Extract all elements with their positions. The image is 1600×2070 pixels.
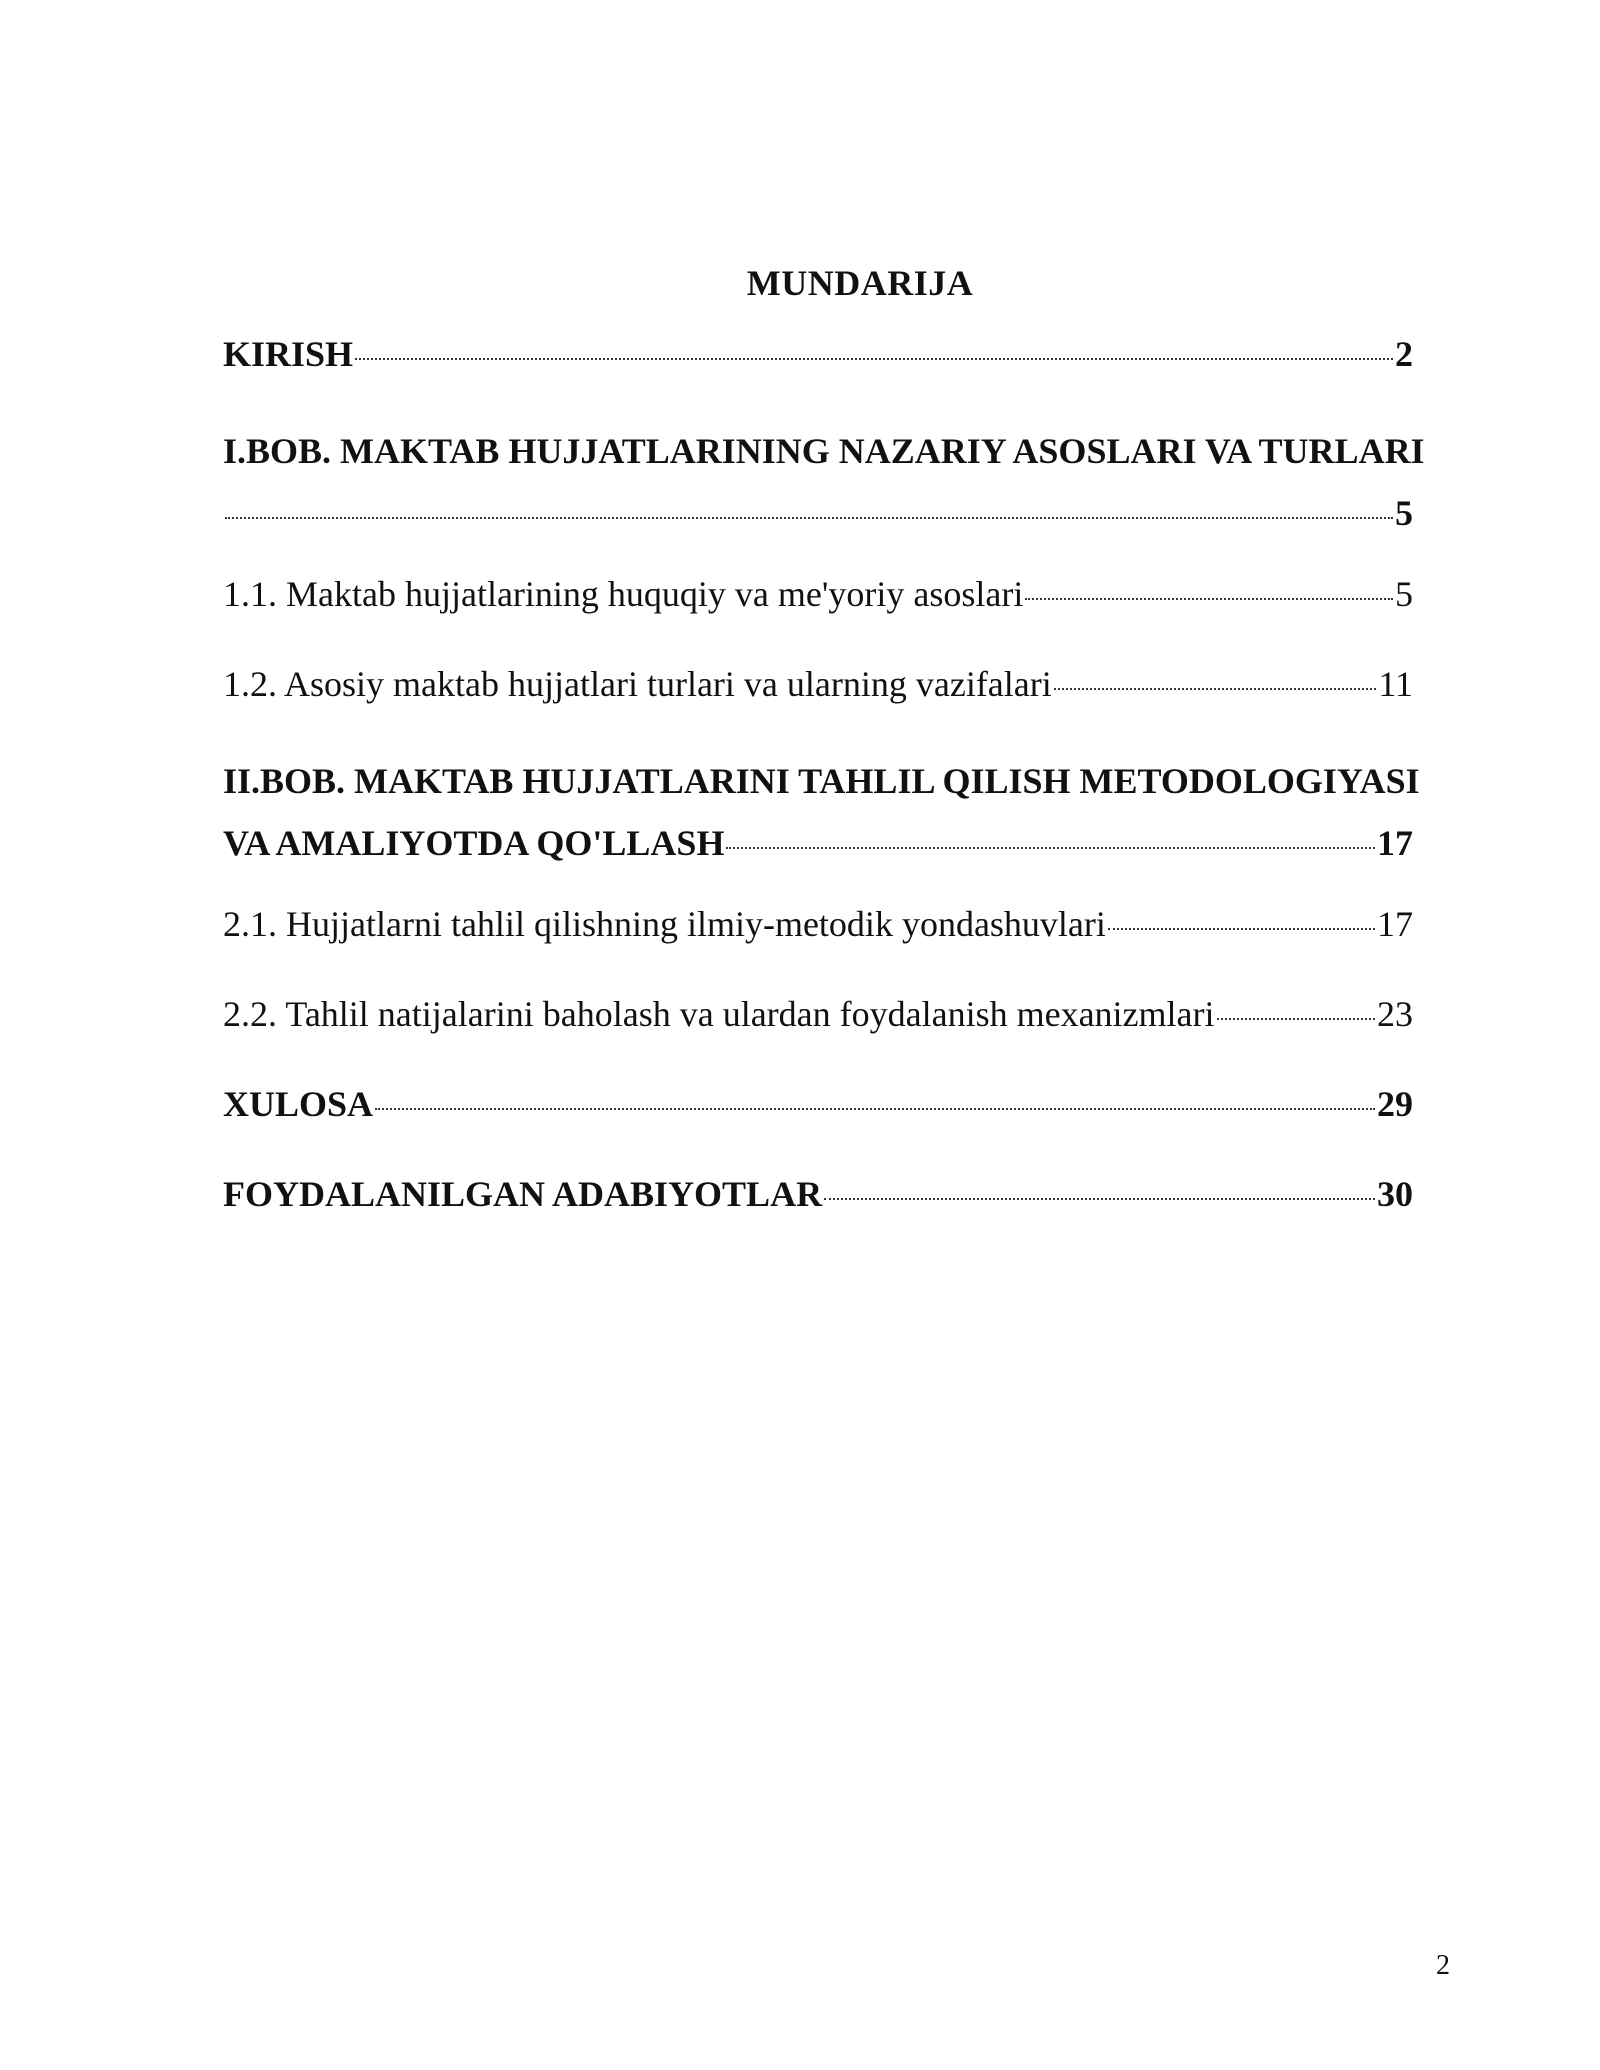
toc-entry-page: 5	[1395, 574, 1413, 614]
toc-entry-kirish[interactable]	[223, 330, 1413, 378]
toc-entry-label: 1.1. Maktab hujjatlarining huquqiy va me'yoriy asoslari	[223, 574, 1024, 614]
dot-leader	[355, 358, 1393, 360]
toc-entry-page: 30	[1377, 1174, 1413, 1214]
toc-entry-page: 17	[1377, 904, 1413, 944]
toc-entry-page: 23	[1377, 994, 1413, 1034]
toc-entry-chapter-1[interactable]	[223, 420, 1425, 544]
toc-entry-section-1-2[interactable]	[223, 660, 1413, 708]
toc-entry-label: 2.2. Tahlil natijalarini baholash va ulardan foydalanish mexanizmlari	[223, 994, 1215, 1034]
dot-leader	[375, 1108, 1375, 1110]
toc-entry-label: 1.2. Asosiy maktab hujjatlari turlari va ularning vazifalari	[223, 664, 1052, 704]
toc-entry-adabiyotlar[interactable]	[223, 1170, 1413, 1218]
toc-entry-label: XULOSA	[223, 1084, 374, 1124]
table-of-contents	[223, 330, 1425, 1260]
toc-entry-page: 11	[1378, 664, 1413, 704]
toc-entry-page: 29	[1377, 1084, 1413, 1124]
toc-entry-section-2-1[interactable]	[223, 900, 1413, 948]
toc-entry-label: I.BOB. MAKTAB HUJJATLARINING NAZARIY ASOSLARI VA TURLARI	[223, 431, 1425, 471]
page-number: 2	[1436, 1950, 1450, 1981]
toc-entry-label: 2.1. Hujjatlarni tahlil qilishning ilmiy-metodik yondashuvlari	[223, 904, 1106, 944]
dot-leader	[1217, 1018, 1375, 1020]
toc-entry-label: KIRISH	[223, 334, 354, 374]
toc-entry-section-2-2[interactable]	[223, 990, 1413, 1038]
toc-entry-label: FOYDALANILGAN ADABIYOTLAR	[223, 1174, 823, 1214]
dot-leader	[1025, 598, 1393, 600]
toc-entry-section-1-1[interactable]	[223, 570, 1413, 618]
toc-title: MUNDARIJA	[746, 263, 974, 303]
toc-entry-page: 2	[1395, 334, 1413, 374]
dot-leader	[225, 517, 1393, 519]
toc-entry-chapter-2[interactable]	[223, 750, 1420, 874]
dot-leader	[1108, 928, 1375, 930]
toc-entry-xulosa[interactable]	[223, 1080, 1413, 1128]
toc-entry-page: 5	[1395, 493, 1413, 533]
dot-leader	[726, 847, 1375, 849]
toc-entry-label: II.BOB. MAKTAB HUJJATLARINI TAHLIL QILISH METODOLOGIYASI	[223, 761, 1420, 801]
dot-leader	[1054, 688, 1377, 690]
toc-entry-label-continued: VA AMALIYOTDA QO'LLASH	[223, 823, 725, 863]
toc-entry-page: 17	[1377, 823, 1413, 863]
dot-leader	[824, 1198, 1375, 1200]
